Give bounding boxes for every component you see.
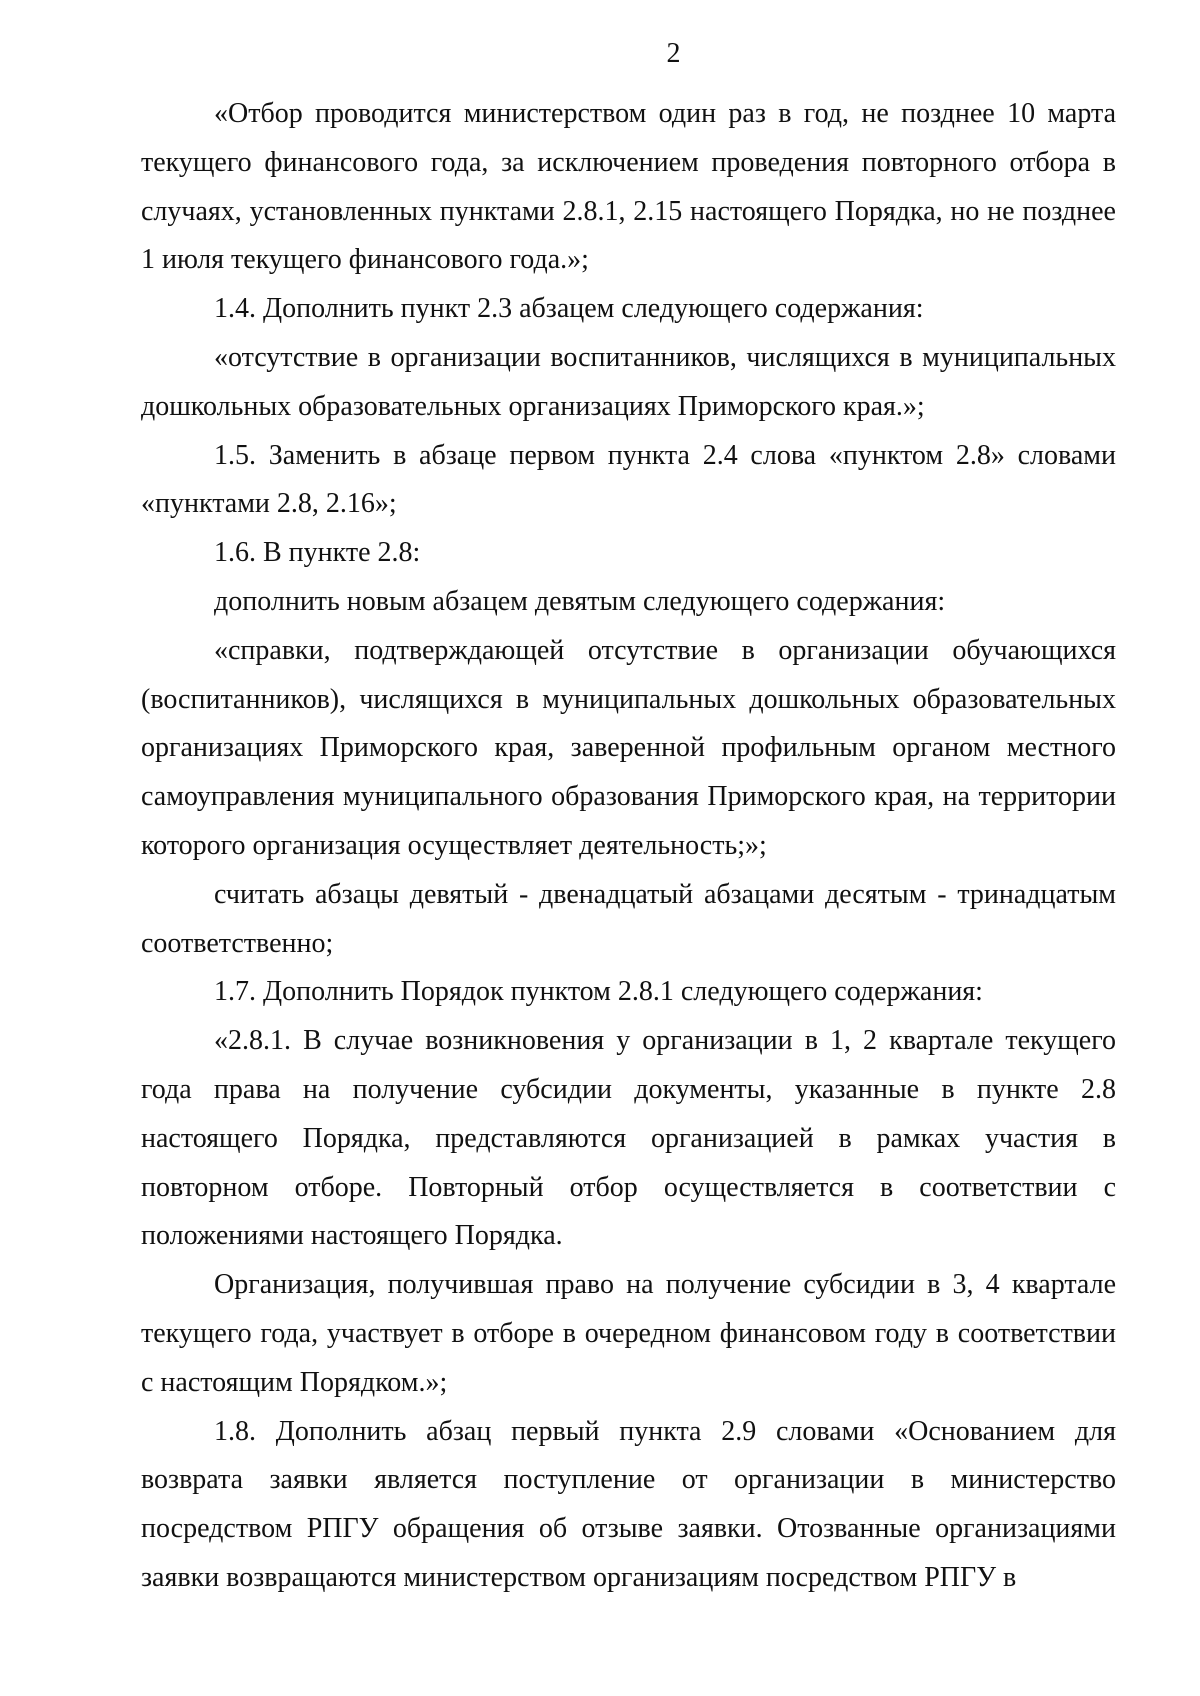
paragraph-item-1-8: 1.8. Дополнить абзац первый пункта 2.9 словами «Основанием для возврата заявки является поступление от организации в министерство посредством РПГУ обращения об отзыве заявки. Отозванные организациями заявки возвращаются министерством организациям посредством РПГУ в — [141, 1415, 1116, 1593]
paragraph-item-1-5: 1.5. Заменить в абзаце первом пункта 2.4 слова «пунктом 2.8» словами «пунктами 2.8, 2.16»; — [141, 439, 1116, 520]
paragraph-renumbering: считать абзацы девятый - двенадцатый абзацами десятым - тринадцатым соответственно; — [141, 878, 1116, 959]
document-body — [141, 90, 1116, 1603]
paragraph-selection-timing: «Отбор проводится министерством один раз в год, не позднее 10 марта текущего финансового года, за исключением проведения повторного отбора в случаях, установленных пунктами 2.8.1, 2.15 настоящего Порядка, но не позднее 1 июля текущего финансового года.»; — [141, 98, 1116, 276]
paragraph-quarters-3-4: Организация, получившая право на получение субсидии в 3, 4 квартале текущего года, участвует в отборе в очередном финансовом году в соответствии с настоящим Порядком.»; — [141, 1269, 1116, 1398]
paragraph-item-1-6: 1.6. В пункте 2.8: — [214, 537, 421, 569]
paragraph-certificate-requirement: «справки, подтверждающей отсутствие в организации обучающихся (воспитанников), числящихся в муниципальных дошкольных образовательных организациях Приморского края, заверенной профильным органом местного самоуправления муниципального образования Приморского края, на территории которого организация осуществляет деятельность;»; — [141, 634, 1116, 861]
paragraph-item-1-4: 1.4. Дополнить пункт 2.3 абзацем следующего содержания: — [214, 293, 924, 325]
paragraph-add-ninth-abzac: дополнить новым абзацем девятым следующего содержания: — [214, 585, 946, 617]
paragraph-no-pupils-condition: «отсутствие в организации воспитанников, числящихся в муниципальных дошкольных образовательных организациях Приморского края.»; — [141, 341, 1116, 422]
paragraph-item-1-7: 1.7. Дополнить Порядок пунктом 2.8.1 следующего содержания: — [214, 976, 983, 1008]
page-number: 2 — [666, 38, 681, 69]
paragraph-point-2-8-1: «2.8.1. В случае возникновения у организации в 1, 2 квартале текущего года права на получение субсидии документы, указанные в пункте 2.8 настоящего Порядка, представляются организацией в рамках участия в повторном отборе. Повторный отбор осуществляется в соответствии с положениями настоящего Порядка. — [141, 1025, 1116, 1252]
